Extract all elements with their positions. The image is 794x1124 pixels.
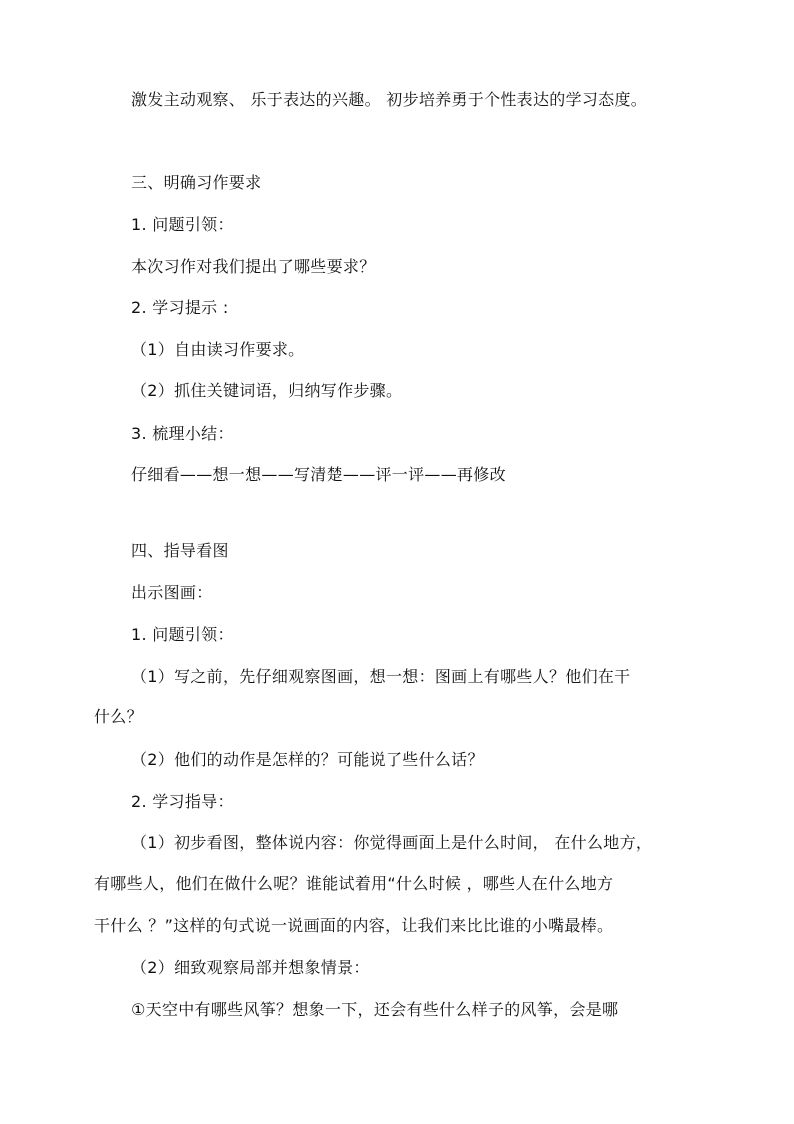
item-question-lead-2: 1. 问题引领： xyxy=(131,625,234,644)
section-heading-3: 三、明确习作要求 xyxy=(131,173,262,192)
question-2: （2）他们的动作是怎样的？可能说了些什么话？ xyxy=(131,750,484,769)
guide-1-line-2: 有哪些人，他们在做什么呢？谁能试着用“什么时候 ，哪些人在什么地方 xyxy=(94,874,614,893)
section-heading-4: 四、指导看图 xyxy=(131,541,229,560)
question-text: 本次习作对我们提出了哪些要求？ xyxy=(131,257,376,276)
writing-steps: 仔细看——想一想——写清楚——评一评——再修改 xyxy=(131,465,506,484)
question-1-line-1: （1）写之前，先仔细观察图画，想一想：图画上有哪些人？他们在干 xyxy=(131,667,631,686)
guide-2-item-1: ①天空中有哪些风筝？想象一下，还会有些什么样子的风筝，会是哪 xyxy=(131,1000,619,1019)
show-picture: 出示图画： xyxy=(131,583,213,602)
item-learning-tip: 2. 学习提示 : xyxy=(131,298,229,317)
tip-step-2: （2）抓住关键词语，归纳写作步骤。 xyxy=(131,381,403,400)
guide-2: （2）细致观察局部并想象情景： xyxy=(131,958,370,977)
paragraph-interest-goal: 激发主动观察、 乐于表达的兴趣。 初步培养勇于个性表达的学习态度。 xyxy=(131,90,648,109)
item-summary: 3. 梳理小结： xyxy=(131,424,234,443)
item-learning-guide: 2. 学习指导： xyxy=(131,792,234,811)
guide-1-line-1: （1）初步看图，整体说内容：你觉得画面上是什么时间， 在什么地方， xyxy=(131,833,653,852)
guide-1-line-3: 干什么 ？”这样的句式说一说画面的内容，让我们来比比谁的小嘴最棒。 xyxy=(94,916,614,935)
item-question-lead: 1. 问题引领： xyxy=(131,215,234,234)
question-1-line-2: 什么？ xyxy=(94,707,143,726)
tip-step-1: （1）自由读习作要求。 xyxy=(131,340,305,359)
